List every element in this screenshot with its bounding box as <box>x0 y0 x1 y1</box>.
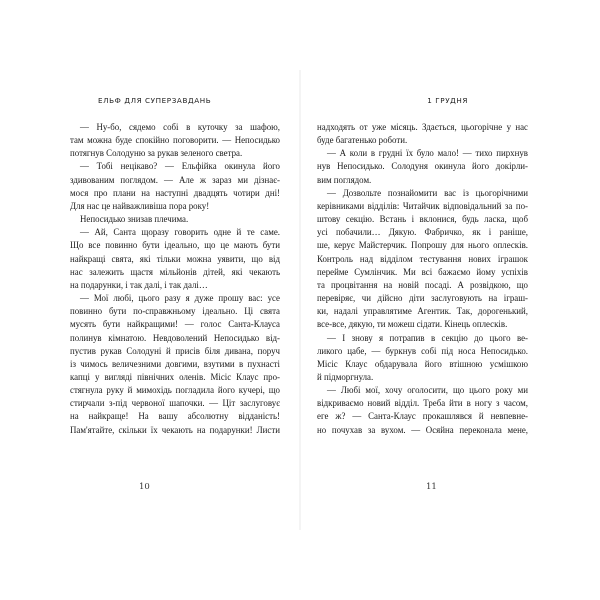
text-line: — Мої любі, цього разу я дуже прошу вас: усе <box>80 293 280 304</box>
text-line: — Ай, Санта щоразу говорить одне й те саме. <box>80 227 280 238</box>
text-line: но почухав за вухом. — Осяйна переконала мене, <box>317 424 528 435</box>
text-line: Контроль над відділом тестування нових іграшок <box>317 253 528 264</box>
left-page-text <box>70 121 280 437</box>
text-line: на найкраще! На вашу абсолютну відданість! <box>70 411 280 422</box>
right-page <box>300 0 600 600</box>
right-running-head: 1 ГРУДНЯ <box>427 96 468 105</box>
right-page-number: 11 <box>426 482 437 492</box>
text-line: повинно бути по-справжньому ідеально. Ці свята <box>70 306 280 317</box>
text-line: вим поглядом. <box>317 174 372 185</box>
left-page-number: 10 <box>139 482 150 492</box>
text-line: Місіс Клаус обдарувала його втішною усмішкою <box>317 358 528 369</box>
text-line: та процвітання на новій посаді. А розвідкою, що <box>317 279 528 290</box>
text-line: усі побачили… Дякую. Фабричко, як і раніше, <box>317 227 528 238</box>
right-page-text <box>317 121 528 437</box>
text-line: полинув кімнатою. Невдоволений Непосидько від- <box>70 332 280 343</box>
text-line: відкриваємо новий відділ. Треба йти в ногу з часом, <box>317 398 528 409</box>
text-line: Пам'ятайте, скільки їх чекають на подарунки! Листи <box>70 424 280 435</box>
text-line: керівниками відділів: Читайчик відповідальний за по- <box>317 200 528 211</box>
text-line: штову секцію. Встань і вклонися, будь ласка, щоб <box>317 214 528 225</box>
text-line: найкращі свята, які тільки можна уявити, що від <box>70 253 280 264</box>
text-line: ки, надалі управлятиме Агентик. Так, дорогенький, <box>317 306 528 317</box>
text-line: все-все, дякую, ти можеш сідати. Кінець оплесків. <box>317 319 508 330</box>
text-line: стягнула руку й мимохідь погладила його кучері, що <box>70 385 280 396</box>
text-line: мусять бути найкращими! — голос Санта-Клауса <box>70 319 280 330</box>
text-line: капці у вигляді північних оленів. Місіс Клаус про- <box>70 371 280 382</box>
text-line: — А коли в грудні їх було мало! — тихо пирхнув <box>327 148 528 159</box>
text-line: на подарунки, і так далі, і так далі… <box>70 279 208 290</box>
text-line: мося про плани на наступні двадцять чотири дні! <box>70 187 280 198</box>
text-line: — Ну-бо, сядемо собі в куточку за шафою, <box>80 122 280 132</box>
text-line: Для нас це найважливіша пора року! <box>70 200 210 211</box>
text-line: ликого цабе, — буркнув собі під носа Непосидько. <box>317 345 528 356</box>
text-line: нас залежить щастя мільйонів дітей, які чекають <box>70 266 280 277</box>
left-running-head: ЕЛЬФ ДЛЯ СУПЕРЗАВДАНЬ <box>98 96 212 105</box>
text-line: буде багатенько роботи. <box>317 135 408 146</box>
text-line: із чимось величезними довгими, взутими в пухнасті <box>70 358 280 369</box>
text-line: — Любі мої, хочу оголосити, що цього року ми <box>327 385 528 396</box>
text-line: Непосидько знизав плечима. <box>80 214 189 225</box>
text-line: нув Непосидько. Солодуня окинула його докірли- <box>317 161 528 172</box>
text-line: перевіряє, чи дійсно діти заслуговують на іграш- <box>317 293 528 304</box>
text-line: — Тобі нецікаво? — Ельфійка окинула його <box>80 161 280 172</box>
text-line: стирчали з-під червоної шапочки. — Ціт заслуговує <box>70 398 280 409</box>
text-line: перейме Сумлінчик. Ми всі бажаємо йому успіхів <box>317 266 528 277</box>
text-line: потягнув Солодуню за рукав зеленого светра. <box>70 148 243 159</box>
text-line: надходять от уже місяць. Здається, цьогорічне у нас <box>317 122 528 132</box>
text-line: й підморгнула. <box>317 371 374 382</box>
text-line: — І знову я потрапив в секцію до цього ве- <box>327 332 528 343</box>
text-line: ше, керує Майстерчик. Попрошу для нього оплесків. <box>317 240 528 251</box>
text-line: здивованим поглядом. — Але ж зараз ми дізнає- <box>70 174 280 185</box>
text-line: Що все повинно бути ідеально, що це мають бути <box>70 240 280 251</box>
text-line: там можна буде спокійно поговорити. — Непосидько <box>70 135 280 146</box>
text-line: — Дозвольте познайомити вас із цьогорічними <box>327 187 528 198</box>
text-line: еге ж? — Санта-Клаус прокашлявся й невпевне- <box>317 411 528 422</box>
text-line: пустив рукав Солодуні й присів біля дивана, поруч <box>70 345 280 356</box>
